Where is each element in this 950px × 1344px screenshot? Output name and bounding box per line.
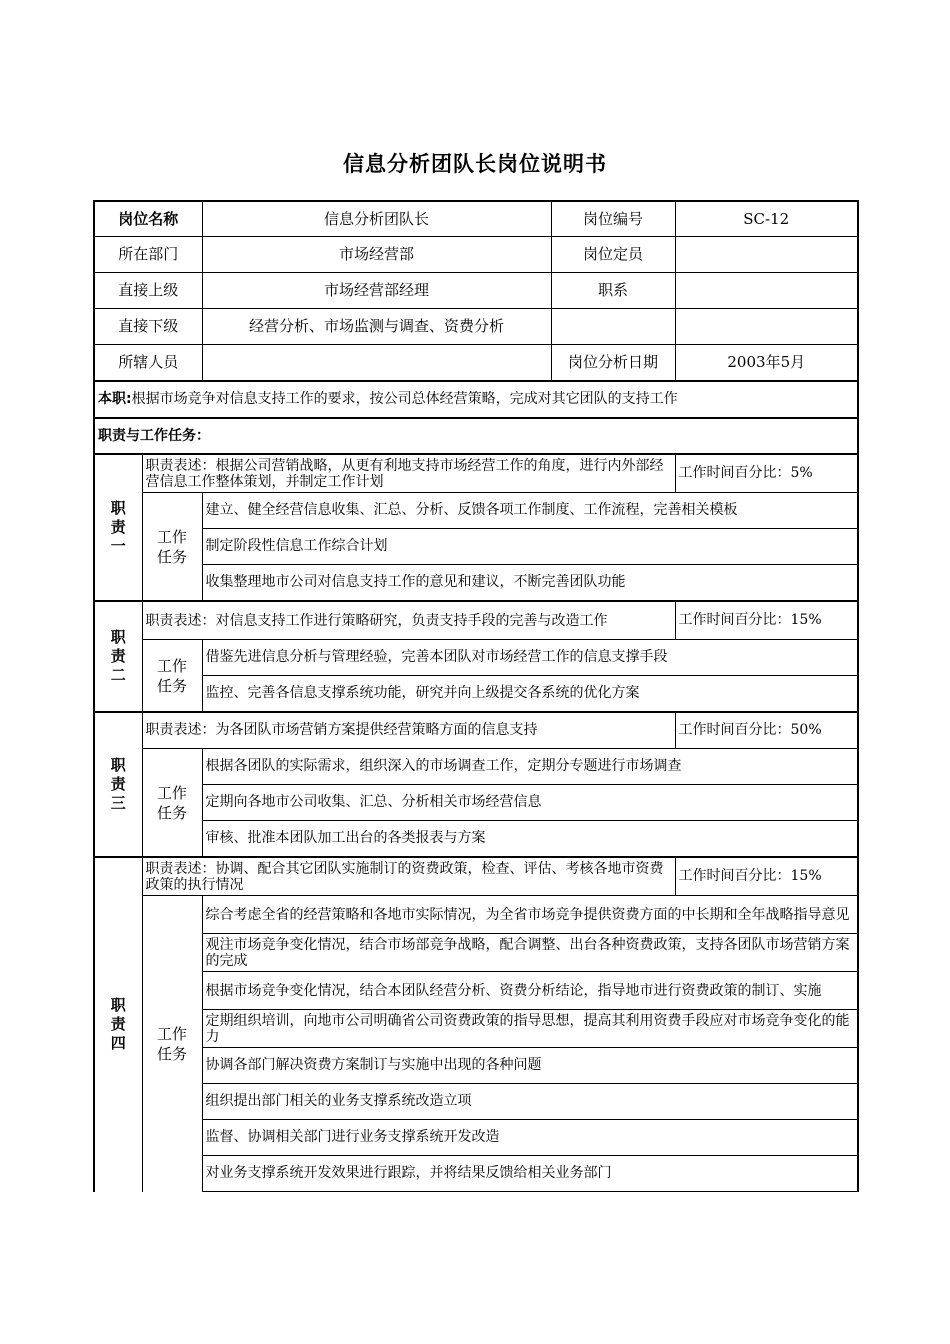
duty-desc-row xyxy=(94,857,858,896)
task-row xyxy=(94,1048,858,1084)
info-label: 职系 xyxy=(551,273,675,309)
duties-table xyxy=(93,380,859,1192)
info-value: 经营分析、市场监测与调查、资费分析 xyxy=(202,309,551,345)
task-item: 定期组织培训，向地市公司明确省公司资费政策的指导思想，提高其利用资费手段应对市场竞争变化的能力 xyxy=(202,1010,858,1048)
duty-name: 职 责 一 xyxy=(94,454,142,601)
info-label: 岗位分析日期 xyxy=(551,345,675,381)
summary-cell xyxy=(94,381,858,418)
duty-name: 职 责 三 xyxy=(94,712,142,857)
task-item: 定期向各地市公司收集、汇总、分析相关市场经营信息 xyxy=(202,785,858,821)
info-value: SC-12 xyxy=(675,201,858,237)
task-item: 收集整理地市公司对信息支持工作的意见和建议，不断完善团队功能 xyxy=(202,565,858,602)
task-row xyxy=(94,640,858,676)
duties-header-row xyxy=(94,418,858,454)
duty-time-percent: 工作时间百分比：5% xyxy=(675,454,858,493)
duty-description: 职责表述：对信息支持工作进行策略研究，负责支持手段的完善与改造工作 xyxy=(142,601,675,640)
task-row xyxy=(94,896,858,934)
task-row xyxy=(94,676,858,713)
duty-name: 职 责 四 xyxy=(94,857,142,1192)
duty-desc-row xyxy=(94,454,858,493)
info-row xyxy=(94,201,858,237)
info-row xyxy=(94,345,858,381)
info-value xyxy=(202,345,551,381)
duty-desc-row xyxy=(94,712,858,749)
task-item: 监控、完善各信息支撑系统功能，研究并向上级提交各系统的优化方案 xyxy=(202,676,858,713)
task-label: 工作 任务 xyxy=(142,640,202,713)
task-item: 对业务支撑系统开发效果进行跟踪，并将结果反馈给相关业务部门 xyxy=(202,1156,858,1192)
page-title: 信息分析团队长岗位说明书 xyxy=(343,152,607,176)
duty-name: 职 责 二 xyxy=(94,601,142,712)
task-row xyxy=(94,493,858,529)
info-label: 岗位编号 xyxy=(551,201,675,237)
info-label xyxy=(551,309,675,345)
task-item: 观注市场竞争变化情况，结合市场部竞争战略，配合调整、出台各种资费政策，支持各团队市场营销方案的完成 xyxy=(202,934,858,972)
task-row xyxy=(94,1120,858,1156)
basic-info-table xyxy=(93,200,859,381)
info-label: 直接下级 xyxy=(94,309,202,345)
info-label: 直接上级 xyxy=(94,273,202,309)
duty-description: 职责表述：根据公司营销战略，从更有利地支持市场经营工作的角度，进行内外部经营信息工作整体策划，并制定工作计划 xyxy=(142,454,675,493)
task-row xyxy=(94,1084,858,1120)
summary-text: 根据市场竞争对信息支持工作的要求，按公司总体经营策略，完成对其它团队的支持工作 xyxy=(131,391,678,407)
info-row xyxy=(94,237,858,273)
summary-row xyxy=(94,381,858,418)
info-label: 岗位定员 xyxy=(551,237,675,273)
task-row xyxy=(94,1156,858,1192)
task-item: 审核、批准本团队加工出台的各类报表与方案 xyxy=(202,821,858,858)
task-item: 协调各部门解决资费方案制订与实施中出现的各种问题 xyxy=(202,1048,858,1084)
task-label: 工作 任务 xyxy=(142,896,202,1192)
info-label: 岗位名称 xyxy=(94,201,202,237)
task-row xyxy=(94,1010,858,1048)
duty-time-percent: 工作时间百分比：50% xyxy=(675,712,858,749)
task-row xyxy=(94,821,858,858)
info-value xyxy=(675,237,858,273)
task-item: 监督、协调相关部门进行业务支撑系统开发改造 xyxy=(202,1120,858,1156)
task-row xyxy=(94,785,858,821)
info-label: 所在部门 xyxy=(94,237,202,273)
task-item: 组织提出部门相关的业务支撑系统改造立项 xyxy=(202,1084,858,1120)
task-label: 工作 任务 xyxy=(142,493,202,602)
task-row xyxy=(94,529,858,565)
info-value: 市场经营部 xyxy=(202,237,551,273)
duties-header: 职责与工作任务： xyxy=(94,418,858,454)
task-item: 根据各团队的实际需求，组织深入的市场调查工作，定期分专题进行市场调查 xyxy=(202,749,858,785)
duty-description: 职责表述：为各团队市场营销方案提供经营策略方面的信息支持 xyxy=(142,712,675,749)
task-item: 制定阶段性信息工作综合计划 xyxy=(202,529,858,565)
info-value: 信息分析团队长 xyxy=(202,201,551,237)
info-row xyxy=(94,309,858,345)
info-value xyxy=(675,309,858,345)
task-item: 建立、健全经营信息收集、汇总、分析、反馈各项工作制度、工作流程，完善相关模板 xyxy=(202,493,858,529)
duty-time-percent: 工作时间百分比：15% xyxy=(675,601,858,640)
duty-time-percent: 工作时间百分比：15% xyxy=(675,857,858,896)
task-item: 根据市场竞争变化情况，结合本团队经营分析、资费分析结论，指导地市进行资费政策的制订、实施 xyxy=(202,972,858,1010)
summary-label: 本职: xyxy=(98,391,132,407)
info-label: 所辖人员 xyxy=(94,345,202,381)
info-value xyxy=(675,273,858,309)
task-item: 综合考虑全省的经营策略和各地市实际情况，为全省市场竞争提供资费方面的中长期和全年战略指导意见 xyxy=(202,896,858,934)
task-row xyxy=(94,934,858,972)
info-row xyxy=(94,273,858,309)
task-row xyxy=(94,565,858,602)
duty-desc-row xyxy=(94,601,858,640)
task-row xyxy=(94,972,858,1010)
duty-description: 职责表述：协调、配合其它团队实施制订的资费政策，检查、评估、考核各地市资费政策的执行情况 xyxy=(142,857,675,896)
info-value: 市场经营部经理 xyxy=(202,273,551,309)
info-value: 2003年5月 xyxy=(675,345,858,381)
task-row xyxy=(94,749,858,785)
task-item: 借鉴先进信息分析与管理经验，完善本团队对市场经营工作的信息支撑手段 xyxy=(202,640,858,676)
task-label: 工作 任务 xyxy=(142,749,202,858)
